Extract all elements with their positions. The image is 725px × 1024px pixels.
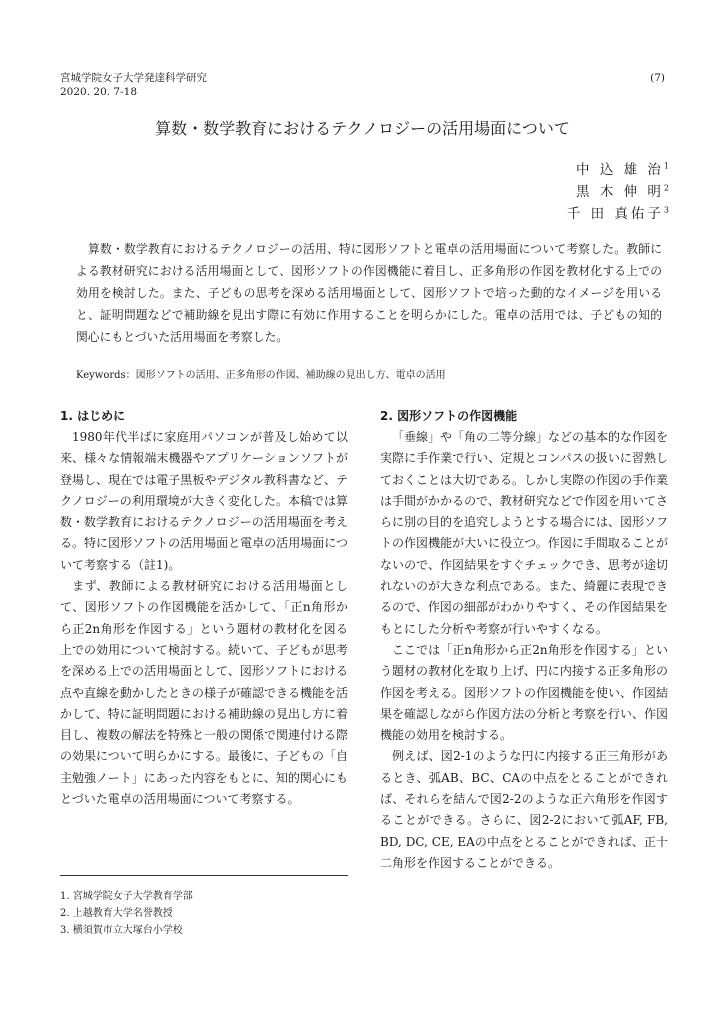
author-2: 黒 木 伸 明$^2$ [576, 183, 669, 200]
journal-name: 宮城学院女子大学発達科学研究 [60, 72, 207, 84]
abstract-text: 算数・数学教育におけるテクノロジーの活用、特に図形ソフトと電卓の活用場面について考察した。教師による教材研究における活用場面として、図形ソフトの作図機能に着目し、正多角形の作図を教材化する上での効用を検討した。また、子どもの思考を深める活用場面として、図形ソフトで培った動的なイメージを用いると、証明問題などで補助線を見出す際に有効に作用することを明らかにした。電卓の活用では、子どもの知的関心にもとづいた活用場面を考察した。 [76, 242, 662, 344]
section-2 [380, 405, 668, 874]
author-1: 中 込 雄 治$^1$ [576, 161, 669, 178]
footnote-1: 1. 宮城学院女子大学教育学部 [60, 891, 193, 902]
abstract [76, 238, 662, 348]
section-1-paragraph: 1980年代半ばに家庭用パソコンが普及し始めて以来、様々な情報端末機器やアプリケーションソフトが登場し、現在では電子黒板やデジタル教科書など、テクノロジーの利用環境が大きく変化した。本稿では算数・数学教育におけるテクノロジーの活用場面を考える。特に図形ソフトの活用場面と電卓の活用場面について考察する（註1)。 [60, 430, 348, 572]
author-3: 千 田 真佑子$^3$ [566, 205, 669, 222]
page-number: (7) [650, 72, 665, 84]
footnotes [60, 888, 193, 939]
footnote-2: 2. 上越教育大学名誉教授 [60, 908, 173, 919]
section-1-paragraph: まず、教師による教材研究における活用場面として、図形ソフトの作図機能を活かして、「正n角形から正2n角形を作図する」という題材の教材化を図る上での効用について検討する。続いて、子どもが思考を深める上での活用場面として、図形ソフトにおける点や直線を動かしたときの様子が確認できる機能を活かして、特に証明問題における補助線の見出し方に着目し、複数の解法を特殊と一般の関係で関連付ける際の効果について明らかにする。最後に、子どもの「自主勉強ノート」にあった内容をもとに、知的関心にもとづいた電卓の活用場面について考察する。 [60, 579, 349, 807]
paper-title: 算数・数学教育におけるテクノロジーの活用場面について [155, 119, 570, 138]
footnote-divider [60, 875, 348, 876]
footnote-3: 3. 横須賀市立大塚台小学校 [60, 925, 183, 936]
section-2-paragraph: 「垂線」や「角の二等分線」などの基本的な作図を実際に手作業で行い、定規とコンパスの扱いに習熟しておくことは大切である。しかし実際の作図の手作業は手間がかかるので、教材研究などで作図を用いてさらに別の目的を追究しようとする場合には、図形ソフトの作図機能が大いに役立つ。作図に手間取ることがないので、作図結果をすぐチェックでき、思考が途切れないのが大きな利点である。また、綺麗に表現できるので、作図の細部がわかりやすく、その作図結果をもとにした分析や考察が行いやすくなる。 [380, 430, 669, 636]
section-2-paragraph: ここでは「正n角形から正2n角形を作図する」という題材の教材化を取り上げ、円に内接する正多角形の作図を考える。図形ソフトの作図機能を使い、作図結果を確認しながら作図方法の分析と考察を行い、作図機能の効用を検討する。 [380, 642, 669, 743]
section-2-heading: 2. 図形ソフトの作図機能 [380, 409, 518, 423]
section-1-heading: 1. はじめに [60, 409, 126, 423]
section-2-paragraph: 例えば、図2-1のような円に内接する正三角形があるとき、弧AB、BC、CAの中点をとることができれば、それらを結んで図2-2のような正六角形を作図することができる。さらに、図2-2において弧AF, FB, BD, DC, CE, EAの中点をとることができれば、正十二角形を作図することができる。 [380, 749, 668, 870]
section-1 [60, 405, 348, 810]
journal-date: 2020. 20. 7-18 [60, 86, 138, 98]
keywords: Keywords：図形ソフトの活用、正多角形の作図、補助線の見出し方、電卓の活用 [76, 370, 446, 381]
